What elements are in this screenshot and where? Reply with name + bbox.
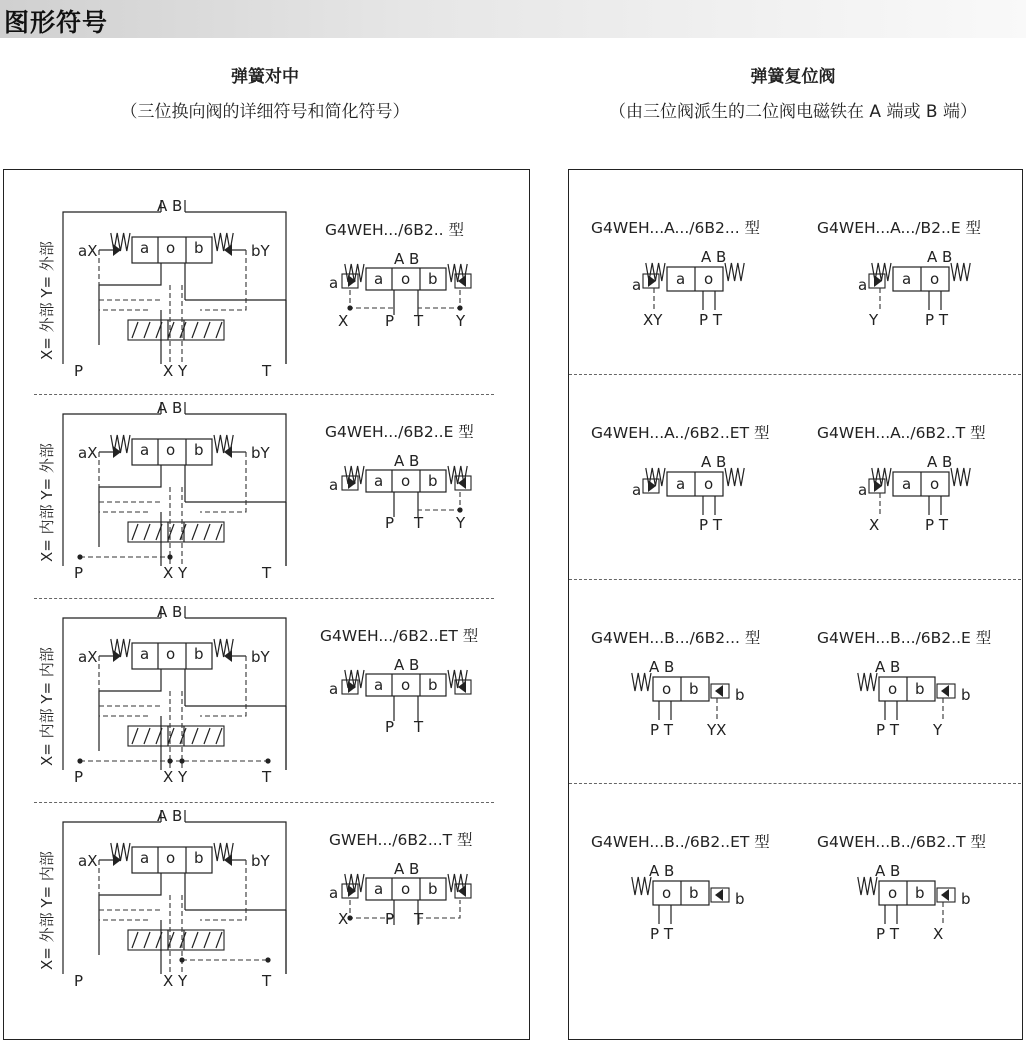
spring-symbol <box>345 264 364 282</box>
right-symbol-cell <box>569 784 795 988</box>
side-label: X= 外部 Y= 外部 <box>38 241 56 360</box>
port-label-ab: A B <box>875 658 901 676</box>
left-symbol-row <box>0 800 525 1004</box>
model-name: G4WEH.../6B2..E 型 <box>325 423 474 441</box>
solenoid-label-a: a <box>329 884 339 902</box>
port-label-x: X <box>338 312 349 330</box>
valve-pos-o: o <box>401 270 411 288</box>
valve-pos-o: o <box>930 475 940 493</box>
two-position-valve-symbol <box>795 784 1021 988</box>
pilot-port-label: X <box>869 516 880 534</box>
model-name: G4WEH.../6B2..ET 型 <box>320 627 479 645</box>
valve-pos-a: a <box>374 472 384 490</box>
right-symbol-cell <box>569 375 795 579</box>
spring-symbol <box>345 874 364 892</box>
side-label: X= 外部 Y= 内部 <box>38 851 56 970</box>
pilot-arrow <box>715 889 723 901</box>
port-label-xy: X Y <box>163 362 188 380</box>
port-label-ab: A B <box>927 453 953 471</box>
port-label-by: bY <box>251 444 270 462</box>
valve-pos-o: o <box>166 645 176 663</box>
valve-pos-a: a <box>140 239 150 257</box>
pilot-arrow <box>941 685 949 697</box>
left-heading <box>60 62 470 122</box>
valve-pos-b: b <box>194 441 204 459</box>
side-label: X= 内部 Y= 内部 <box>38 647 56 766</box>
port-label-p: P <box>74 972 84 990</box>
port-label-ab: A B <box>157 399 183 417</box>
solenoid-label-b: b <box>735 890 745 908</box>
port-label-ab: A B <box>394 250 420 268</box>
port-label-pt: P T <box>876 721 899 739</box>
model-name: G4WEH...A../6B2..T 型 <box>817 424 986 442</box>
valve-pos-a: a <box>676 270 686 288</box>
port-label-y: Y <box>456 514 466 532</box>
port-label-ab: A B <box>394 452 420 470</box>
valve-pos-b: b <box>689 884 699 902</box>
pilot-arrow <box>224 244 232 256</box>
valve-pos-b: b <box>689 680 699 698</box>
valve-pos-o: o <box>166 441 176 459</box>
model-name: G4WEH...B.../6B2... 型 <box>591 629 761 647</box>
model-name: G4WEH...A../6B2..ET 型 <box>591 424 770 442</box>
pilot-arrow <box>224 446 232 458</box>
port-label-t: T <box>414 514 424 532</box>
valve-pos-b: b <box>915 680 925 698</box>
valve-pos-o: o <box>888 680 898 698</box>
spring-symbol <box>725 263 744 281</box>
model-name: G4WEH...B../6B2..T 型 <box>817 833 986 851</box>
port-label-by: bY <box>251 648 270 666</box>
valve-pos-a: a <box>374 676 384 694</box>
right-symbol-cell <box>569 580 795 784</box>
port-label-ab: A B <box>701 453 727 471</box>
port-label-x: X <box>338 910 349 928</box>
valve-pos-o: o <box>662 884 672 902</box>
valve-pos-o: o <box>166 239 176 257</box>
valve-pos-b: b <box>915 884 925 902</box>
pilot-arrow <box>458 275 466 287</box>
two-position-valve-symbol <box>795 580 1021 784</box>
spring-symbol <box>345 670 364 688</box>
right-symbol-cell <box>795 375 1021 579</box>
port-label-ab: A B <box>394 860 420 878</box>
port-label-ax: aX <box>78 444 98 462</box>
solenoid-label-a: a <box>858 276 868 294</box>
port-label-t: T <box>414 910 424 928</box>
port-label-ax: aX <box>78 852 98 870</box>
solenoid-label-a: a <box>632 481 642 499</box>
model-name: G4WEH...B../6B2..ET 型 <box>591 833 770 851</box>
valve-pos-o: o <box>662 680 672 698</box>
port-label-ab: A B <box>157 603 183 621</box>
spring-symbol <box>951 263 970 281</box>
port-label-ab: A B <box>927 248 953 266</box>
port-label-ab: A B <box>875 862 901 880</box>
spring-symbol <box>345 466 364 484</box>
port-label-p: P <box>385 910 395 928</box>
two-position-valve-symbol <box>569 784 795 988</box>
spring-symbol <box>725 468 744 486</box>
port-label-pt: P T <box>650 925 673 943</box>
valve-pos-b: b <box>428 270 438 288</box>
port-label-ab: A B <box>394 656 420 674</box>
model-name: G4WEH...A.../B2..E 型 <box>817 219 982 237</box>
pilot-port-label: YX <box>707 721 727 739</box>
model-name: G4WEH...B.../6B2..E 型 <box>817 629 992 647</box>
left-symbol-row <box>0 596 525 800</box>
valve-pos-b: b <box>194 239 204 257</box>
right-heading-subtitle: （由三位阀派生的二位阀电磁铁在 A 端或 B 端） <box>609 102 977 122</box>
valve-pos-a: a <box>374 880 384 898</box>
valve-pos-a: a <box>374 270 384 288</box>
valve-pos-a: a <box>902 475 912 493</box>
pilot-port-label: Y <box>933 721 943 739</box>
right-symbol-cell <box>569 170 795 374</box>
port-label-pt: P T <box>925 311 948 329</box>
valve-pos-b: b <box>428 676 438 694</box>
valve-pos-o: o <box>401 676 411 694</box>
port-label-t: T <box>262 972 272 990</box>
solenoid-label-b: b <box>735 686 745 704</box>
valve-pos-b: b <box>194 849 204 867</box>
solenoid-label-a: a <box>329 680 339 698</box>
port-label-by: bY <box>251 852 270 870</box>
port-label-ab: A B <box>649 658 675 676</box>
header-bar <box>0 0 1026 38</box>
spring-symbol <box>951 468 970 486</box>
page-title: 图形符号 <box>4 8 109 37</box>
port-label-ax: aX <box>78 648 98 666</box>
right-symbol-cell <box>795 580 1021 784</box>
valve-pos-a: a <box>140 645 150 663</box>
valve-pos-o: o <box>888 884 898 902</box>
port-label-pt: P T <box>876 925 899 943</box>
valve-pos-o: o <box>166 849 176 867</box>
valve-pos-o: o <box>704 270 714 288</box>
port-label-p: P <box>74 768 84 786</box>
port-label-p: P <box>385 514 395 532</box>
pilot-arrow <box>458 681 466 693</box>
pilot-port-label: Y <box>869 311 879 329</box>
pilot-arrow <box>458 885 466 897</box>
left-symbol-row <box>0 392 525 596</box>
pilot-port-label: X <box>933 925 944 943</box>
port-label-pt: P T <box>699 516 722 534</box>
port-label-ab: A B <box>157 807 183 825</box>
pilot-port-label: XY <box>643 311 663 329</box>
port-label-t: T <box>262 362 272 380</box>
valve-pos-a: a <box>140 849 150 867</box>
port-label-by: bY <box>251 242 270 260</box>
valve-pos-a: a <box>902 270 912 288</box>
solenoid-label-a: a <box>632 276 642 294</box>
port-label-t: T <box>262 768 272 786</box>
pilot-arrow <box>715 685 723 697</box>
solenoid-label-b: b <box>961 686 971 704</box>
side-label: X= 内部 Y= 外部 <box>38 443 56 562</box>
port-label-ab: A B <box>649 862 675 880</box>
port-label-pt: P T <box>699 311 722 329</box>
valve-pos-a: a <box>676 475 686 493</box>
port-label-pt: P T <box>650 721 673 739</box>
valve-pos-o: o <box>930 270 940 288</box>
valve-pos-b: b <box>194 645 204 663</box>
port-label-t: T <box>262 564 272 582</box>
model-name: GWEH.../6B2...T 型 <box>329 831 473 849</box>
right-symbol-cell <box>795 170 1021 374</box>
valve-pos-b: b <box>428 880 438 898</box>
left-heading-title: 弹簧对中 <box>231 67 299 87</box>
port-label-ab: A B <box>701 248 727 266</box>
solenoid-label-a: a <box>329 476 339 494</box>
right-heading <box>560 62 1026 122</box>
left-symbol-row <box>0 190 525 394</box>
valve-pos-b: b <box>428 472 438 490</box>
port-label-t: T <box>414 718 424 736</box>
solenoid-label-b: b <box>961 890 971 908</box>
pilot-arrow <box>224 854 232 866</box>
port-label-ab: A B <box>157 197 183 215</box>
port-label-p: P <box>385 312 395 330</box>
pilot-arrow <box>458 477 466 489</box>
port-label-xy: X Y <box>163 972 188 990</box>
port-label-ax: aX <box>78 242 98 260</box>
port-label-p: P <box>74 564 84 582</box>
left-heading-subtitle: （三位换向阀的详细符号和简化符号） <box>120 102 410 122</box>
port-label-y: Y <box>456 312 466 330</box>
right-symbol-cell <box>795 784 1021 988</box>
valve-pos-o: o <box>704 475 714 493</box>
two-position-valve-symbol <box>569 580 795 784</box>
port-label-p: P <box>74 362 84 380</box>
model-name: G4WEH...A.../6B2... 型 <box>591 219 761 237</box>
model-name: G4WEH.../6B2.. 型 <box>325 221 465 239</box>
port-label-xy: X Y <box>163 564 188 582</box>
port-label-p: P <box>385 718 395 736</box>
solenoid-label-a: a <box>858 481 868 499</box>
port-label-pt: P T <box>925 516 948 534</box>
solenoid-label-a: a <box>329 274 339 292</box>
pilot-arrow <box>941 889 949 901</box>
valve-pos-o: o <box>401 880 411 898</box>
pilot-arrow <box>224 650 232 662</box>
port-label-xy: X Y <box>163 768 188 786</box>
right-heading-title: 弹簧复位阀 <box>750 67 836 87</box>
valve-pos-a: a <box>140 441 150 459</box>
valve-pos-o: o <box>401 472 411 490</box>
port-label-t: T <box>414 312 424 330</box>
